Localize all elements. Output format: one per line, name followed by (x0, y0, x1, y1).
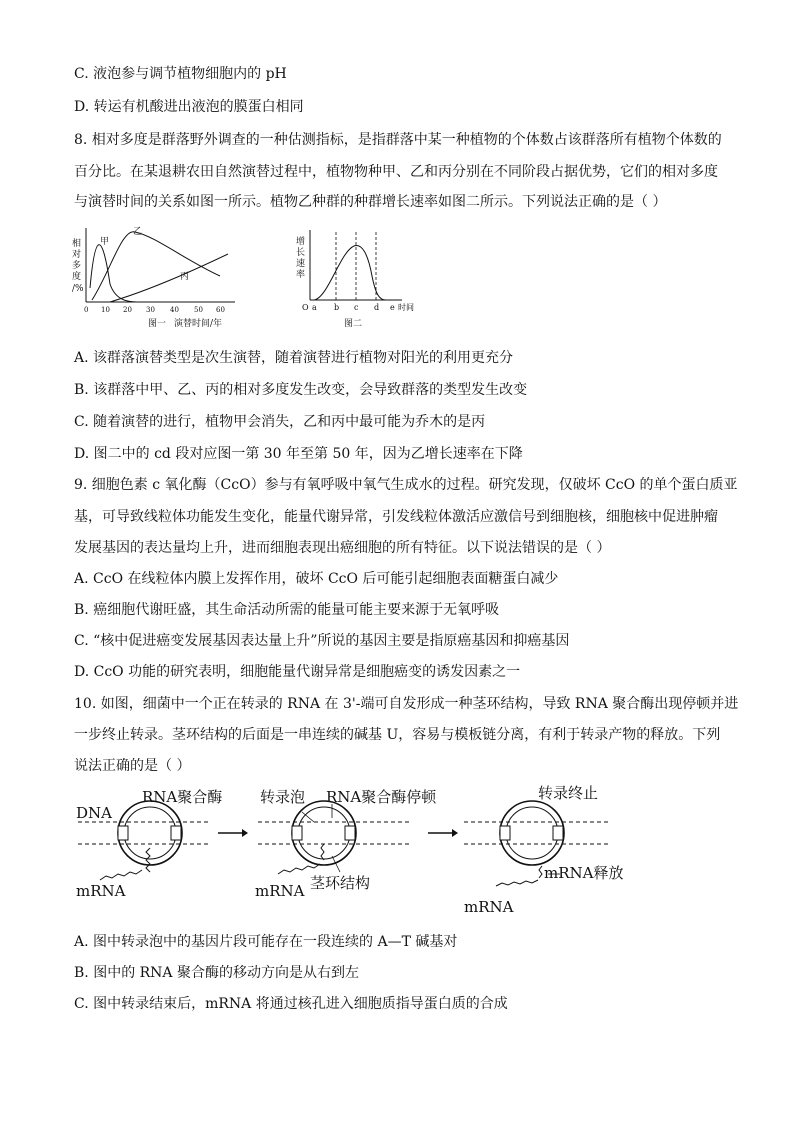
fig2-x-tick: c (354, 303, 359, 312)
arrow-1-head (242, 829, 248, 837)
dna-duplex-block (500, 826, 510, 840)
fig2-caption: 图二 (344, 319, 363, 329)
transcription-panel-1 (76, 788, 222, 900)
fig2-origin: O (302, 303, 309, 312)
fig1-caption: 图一 (148, 319, 167, 329)
rna-polymerase-inner (506, 807, 558, 859)
fig1-ylabel-char: 度 (72, 272, 82, 282)
q8-stem-line-2: 百分比。在某退耕农田自然演替过程中，植物物种甲、乙和丙分别在不同阶段占据优势，它们的相对多度 (74, 164, 718, 180)
q10-stem-line-3: 说法正确的是（ ） (74, 758, 191, 774)
fig1-ylabel-char: /% (72, 284, 84, 294)
fig2-ylabel-char: 率 (296, 270, 306, 280)
label-dna: DNA (76, 804, 112, 822)
fig2-ylabel-char: 速 (296, 259, 306, 269)
fig1-label-bing: 丙 (180, 272, 190, 282)
q9-option-d: D. CcO 功能的研究表明，细胞能量代谢异常是细胞癌变的诱发因素之一 (74, 664, 521, 680)
q7-option-d: D. 转运有机酸进出液泡的膜蛋白相同 (74, 99, 304, 115)
q9-option-c: C. “核中促进癌变发展基因表达量上升”所说的基因主要是指原癌基因和抑癌基因 (74, 633, 570, 649)
released-mrna-strand (496, 866, 542, 886)
fig1-ylabel-char: 相 (72, 239, 82, 249)
q9-stem-line-2: 基，可导致线粒体功能发生变化，能量代谢异常，引发线粒体激活应激信号到细胞核，细胞核中促进肿瘤 (74, 509, 718, 525)
label-mrna-release: mRNA释放 (544, 864, 624, 882)
fig2-x-tick: a (312, 303, 317, 312)
dna-duplex-block (118, 826, 128, 840)
label-mrna: mRNA (255, 882, 305, 900)
arrow-2-head (452, 829, 458, 837)
q10-stem-line-2: 一步终止转录。茎环结构的后面是一串连续的碱基 U，容易与模板链分离，有利于转录产物的释放。下列 (74, 727, 721, 743)
mrna-strand (278, 844, 324, 874)
fig1-curve-yi (92, 232, 220, 300)
q9-stem-line-1: 9. 细胞色素 c 氧化酶（CcO）参与有氧呼吸中氧气生成水的过程。研究发现，仅破坏 CcO 的单个蛋白质亚 (74, 477, 738, 493)
q10-option-b: B. 图中的 RNA 聚合酶的移动方向是从右到左 (74, 965, 359, 981)
fig1-curve-bing (110, 254, 228, 302)
fig1-xlabel: 演替时间/年 (174, 319, 223, 329)
q10-option-a: A. 图中转录泡中的基因片段可能存在一段连续的 A—T 碱基对 (74, 934, 458, 950)
q9-stem-line-3: 发展基因的表达量均上升，进而细胞表现出癌细胞的所有特征。以下说法错误的是（ ） (74, 540, 611, 556)
figure-2-chart (290, 230, 430, 332)
q10-option-c: C. 图中转录结束后，mRNA 将通过核孔进入细胞质指导蛋白质的合成 (74, 996, 508, 1012)
dna-duplex-block (171, 826, 181, 840)
fig1-x-tick: 50 (194, 306, 203, 314)
q7-option-c: C. 液泡参与调节植物细胞内的 pH (74, 66, 287, 82)
fig2-curve (314, 246, 386, 300)
fig2-ylabel-char: 长 (296, 248, 306, 258)
fig1-curve-jia (90, 245, 140, 302)
fig1-x-tick: 60 (216, 306, 225, 314)
transcription-panel-3 (464, 784, 623, 916)
transcription-figure (70, 782, 710, 922)
fig2-x-tick: e (390, 303, 395, 312)
label-transcription-bubble: 转录泡 (260, 788, 306, 806)
dna-duplex-block (292, 826, 302, 840)
fig1-label-yi: 乙 (133, 227, 143, 237)
q8-option-c: C. 随着演替的进行，植物甲会消失，乙和丙中最可能为乔木的是丙 (74, 414, 486, 430)
q8-stem-line-3: 与演替时间的关系如图一所示。植物乙种群的种群增长速率如图二所示。下列说法正确的是（ ） (74, 194, 667, 210)
q9-option-b: B. 癌细胞代谢旺盛，其生命活动所需的能量可能主要来源于无氧呼吸 (74, 602, 500, 618)
q8-option-d: D. 图二中的 cd 段对应图一第 30 年至第 50 年，因为乙增长速率在下降 (74, 446, 523, 462)
fig2-x-tick: b (334, 303, 340, 312)
label-rna-polymerase: RNA聚合酶 (142, 788, 223, 806)
fig2-ylabel-char: 增 (296, 237, 306, 247)
label-mrna: mRNA (76, 882, 126, 900)
label-transcription-termination: 转录终止 (538, 784, 599, 802)
rna-polymerase-inner (124, 807, 176, 859)
fig1-label-jia: 甲 (100, 237, 110, 247)
transcription-panel-2 (255, 788, 437, 900)
q8-option-b: B. 该群落中甲、乙、丙的相对多度发生改变，会导致群落的类型发生改变 (74, 382, 528, 398)
fig2-xlabel: 时间 (398, 303, 414, 312)
fig1-ylabel-char: 多 (72, 261, 82, 271)
label-rna-polymerase-pause: RNA聚合酶停顿 (326, 788, 437, 806)
q10-stem-line-1: 10. 如图，细菌中一个正在转录的 RNA 在 3'-端可自发形成一种茎环结构，导致 RNA 聚合酶出现停顿并进 (74, 696, 739, 712)
q8-stem-line-1: 8. 相对多度是群落野外调查的一种估测指标，是指群落中某一种植物的个体数占该群落所有植物个体数的 (74, 132, 722, 148)
fig1-x-tick: 20 (123, 306, 132, 314)
fig1-x-tick: 10 (101, 306, 110, 314)
fig1-x-tick: 30 (146, 306, 155, 314)
q9-option-a: A. CcO 在线粒体内膜上发挥作用，破坏 CcO 后可能引起细胞表面糖蛋白减少 (74, 571, 559, 587)
dna-duplex-block (553, 826, 563, 840)
fig1-x-tick: 40 (170, 306, 179, 314)
fig1-x-tick: 0 (84, 306, 89, 314)
fig1-ylabel-char: 对 (72, 250, 82, 260)
label-mrna: mRNA (464, 898, 514, 916)
label-stem-loop: 茎环结构 (310, 874, 371, 892)
dna-duplex-block (345, 826, 355, 840)
fig2-x-tick: d (374, 303, 380, 312)
q8-option-a: A. 该群落演替类型是次生演替，随着演替进行植物对阳光的利用更充分 (74, 350, 514, 366)
figure-1-chart (70, 222, 250, 332)
